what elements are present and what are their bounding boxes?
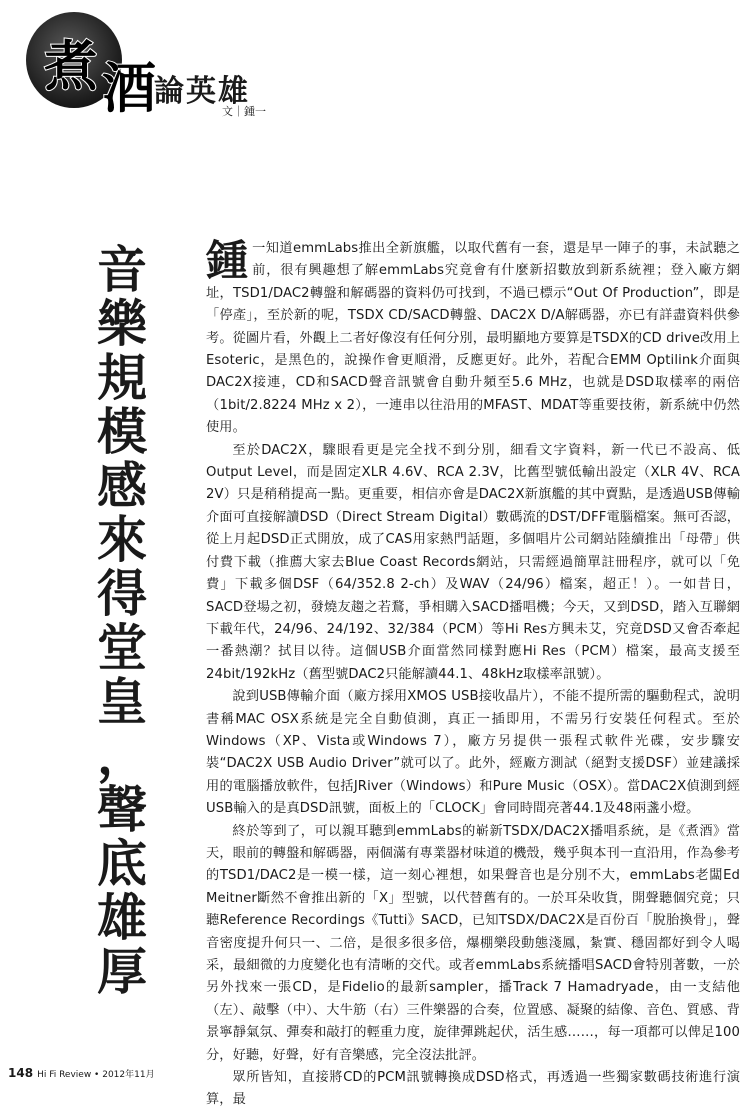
headline-char: 雄: [97, 888, 147, 947]
headline-char: 底: [97, 834, 147, 893]
headline-char: 模: [97, 402, 147, 461]
paragraph-2: 至於DAC2X，驟眼看更是完全找不到分別，細看文字資料，新一代已不設高、低Output Level，而是固定XLR 4.6V、RCA 2.3V，比舊型號低輸出設定（XLR 4V、RCA 2V）只是稍稍提高一點。更重要，相信亦會是DAC2X新旗艦的其中賣點，是透過USB傳輸介面可直接解讀DSD（Direct Stream Digital）數碼流的DST/DFF電腦檔案。無可否認，從上月起DSD正式開放，成了CAS用家熱門話題，多個唱片公司網站陸續推出「母帶」供付費下載（推薦大家去Blue Coast Records網站，只需經過簡單註冊程序，就可以「免費」下載多個DSF（64/352.8 2-ch）及WAV（24/96）檔案，超正！）。一如昔日，SACD登場之初，發燒友趨之若鶩，爭相購入SACD播唱機；今天，又到DSD，踏入互聯網下載年代，24/96、24/192、32/384（PCM）等Hi Res方興未艾，究竟DSD又會否牽起一番熱潮？拭目以待。這個USB介面當然同樣對應Hi Res（PCM）檔案，最高支援至24bit/192kHz（舊型號DAC2只能解讀44.1、48kHz取樣率訊號）。: [206, 442, 740, 682]
magazine-issue: Hi Fi Review • 2012年11月: [37, 1070, 155, 1080]
page-number: 148: [8, 1066, 34, 1080]
byline: 文｜鍾一: [222, 105, 266, 118]
paragraph-3: 說到USB傳輸介面（廠方採用XMOS USB接收晶片），不能不提所需的驅動程式，說明書稱MAC OSX系統是完全自動偵測，真正一插即用，不需另行安裝任何程式。至於Windows（XP、Vista或Windows 7），廠方另提供一張程式軟件光碟，安步驟安裝“DAC2X USB Audio Driver”就可以了。此外，經廠方測試（絕對支援DSF）並建議採用的電腦播放軟件，包括JRiver（Windows）和Pure Music（OSX）。當DAC2X偵測到經USB輸入的是真DSD訊號，面板上的「CLOCK」會同時間亮著44.1及48兩盞小燈。: [206, 689, 740, 817]
paragraph-5: 眾所皆知，直接將CD的PCM訊號轉換成DSD格式，再透過一些獨家數碼技術進行演算，最: [206, 1070, 740, 1108]
paragraph-1: [206, 238, 740, 440]
headline-char: 厚: [97, 942, 147, 1001]
headline-char: 樂: [97, 294, 147, 353]
headline-char: 聲: [97, 780, 147, 839]
column-logo: [26, 8, 286, 118]
headline-char: ，: [97, 726, 147, 785]
headline-char: 得: [97, 564, 147, 623]
headline-char: 感: [97, 456, 147, 515]
column-subtitle: 論英雄: [154, 74, 250, 109]
headline-char: 堂: [97, 618, 147, 677]
drop-cap: 鍾: [206, 236, 249, 285]
vertical-headline: [92, 240, 152, 1001]
headline-char: 來: [97, 510, 147, 569]
paragraph-4: 終於等到了，可以親耳聽到emmLabs的嶄新TSDX/DAC2X播唱系統，是《煮酒》當天，眼前的轉盤和解碼器，兩個滿有專業器材味道的機殼，幾乎與本刊一直沿用，作為參考的TSD1/DAC2是一模一樣，這一刻心裡想，如果聲音也是分別不大，emmLabs老闆Ed Meitner斷然不會推出新的「X」型號，以代替舊有的。一於耳朵收貨，開聲聽個究竟；只聽Reference Recordings《Tutti》SACD，已知TSDX/DAC2X是百份百「脫胎換骨」，聲音密度提升何只一、二倍，是很多很多倍，爆棚樂段動態淺鳳，紮實、穩固都好到令人喝采，最細微的力度變化也有清晰的交代。或者emmLabs系統播唱SACD會特別著數，一於另外找來一張CD，是Fidelio的最新sampler，播Track 7 Hamadryade，由一支結他（左）、敲擊（中）、大牛筋（右）三件樂器的合奏，位置感、凝聚的結像、音色、質感、背景寧靜氣氛、彈奏和敲打的輕重力度，旋律彈跳起伏，活生感……，每一項都可以俾足100分，好聽，好聲，好有音樂感，完全沒法批評。: [206, 823, 740, 1063]
headline-char: 皇: [97, 672, 147, 731]
logo-character-1: 煮: [44, 34, 98, 98]
article-body: [206, 238, 740, 1112]
headline-char: 音: [97, 240, 147, 299]
headline-char: 規: [97, 348, 147, 407]
page-footer: [8, 1066, 155, 1080]
paragraph-1-text: 一知道emmLabs推出全新旗艦，以取代舊有一套，還是早一陣子的事，未試聽之前，很有興趣想了解emmLabs究竟會有什麼新招數放到新系統裡；登入廠方網址，TSD1/DAC2轉盤和解碼器的資料仍可找到，不過已標示“Out Of Production”，即是「停產」，至於新的呢，TSDX CD/SACD轉盤、DAC2X D/A解碼器，亦已有詳盡資料供參考。從圖片看，外觀上二者好像沒有任何分別，最明顯地方要算是TSDX的CD drive改用上Esoteric，是黑色的，說操作會更順滑，反應更好。此外，若配合EMM Optilink介面與DAC2X接連，CD和SACD聲音訊號會自動升頻至5.6 MHz，也就是DSD取樣率的兩倍（1bit/2.8224 MHz x 2），一連串以往沿用的MFAST、MDAT等重要技術，新系統中仍然使用。: [206, 241, 740, 436]
logo-character-2: 酒: [102, 56, 156, 120]
